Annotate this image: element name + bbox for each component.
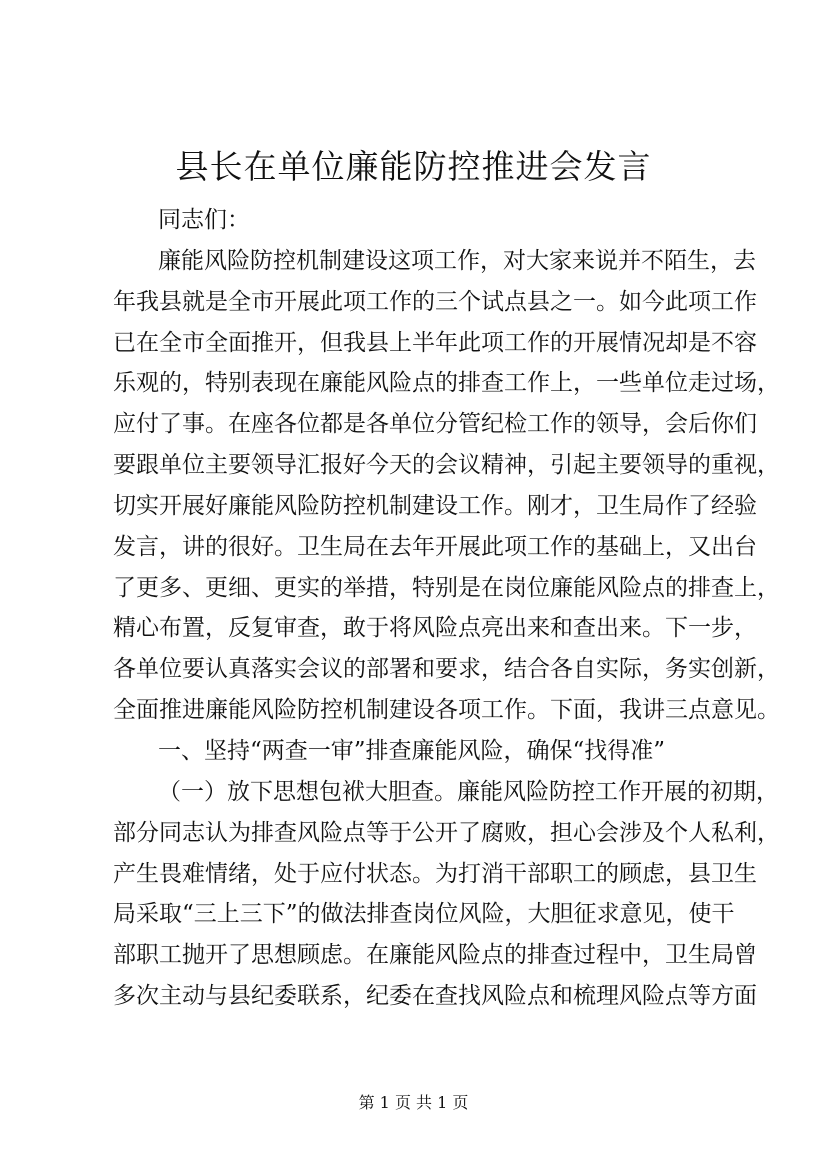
document-title: 县长在单位廉能防控推进会发言 [175, 147, 652, 186]
paragraph-line: 产生畏难情绪，处于应付状态。为打消干部职工的顾虑，县卫生 [113, 860, 757, 887]
paragraph-line: 已在全市全面推开，但我县上半年此项工作的开展情况却是不容 [113, 329, 757, 356]
paragraph-line: 部职工抛开了思想顾虑。在廉能风险点的排查过程中，卫生局曾 [113, 942, 757, 969]
document-body [113, 200, 780, 1017]
section-heading: 一、坚持“两查一审”排查廉能风险，确保“找得准” [158, 737, 666, 764]
paragraph-line: 发言，讲的很好。卫生局在去年开展此项工作的基础上，又出台 [113, 533, 757, 560]
paragraph-line: 多次主动与县纪委联系，纪委在查找风险点和梳理风险点等方面 [113, 983, 757, 1010]
paragraph-line: （一）放下思想包袱大胆查。廉能风险防控工作开展的初期， [158, 778, 779, 805]
paragraph-line: 精心布置，反复审查，敢于将风险点亮出来和查出来。下一步， [113, 615, 757, 642]
paragraph-line: 应付了事。在座各位都是各单位分管纪检工作的领导，会后你们 [113, 411, 757, 438]
paragraph-line: 了更多、更细、更实的举措，特别是在岗位廉能风险点的排查上， [113, 574, 780, 601]
salutation-line: 同志们： [158, 207, 250, 233]
paragraph-line: 乐观的，特别表现在廉能风险点的排查工作上，一些单位走过场， [113, 370, 780, 397]
paragraph-line: 廉能风险防控机制建设这项工作，对大家来说并不陌生，去 [158, 247, 756, 274]
paragraph-line: 部分同志认为排查风险点等于公开了腐败，担心会涉及个人私利， [113, 819, 780, 846]
paragraph-line: 要跟单位主要领导汇报好今天的会议精神，引起主要领导的重视， [113, 452, 780, 479]
paragraph-line: 局采取“三上三下”的做法排查岗位风险，大胆征求意见，使干 [113, 901, 735, 928]
paragraph-line: 年我县就是全市开展此项工作的三个试点县之一。如今此项工作 [113, 288, 757, 315]
paragraph-line: 全面推进廉能风险防控机制建设各项工作。下面，我讲三点意见。 [113, 697, 780, 724]
paragraph-line: 切实开展好廉能风险防控机制建设工作。刚才，卫生局作了经验 [113, 492, 757, 519]
paragraph-line: 各单位要认真落实会议的部署和要求，结合各自实际，务实创新， [113, 656, 780, 683]
page-number-footer: 第 1 页 共 1 页 [358, 1093, 469, 1112]
